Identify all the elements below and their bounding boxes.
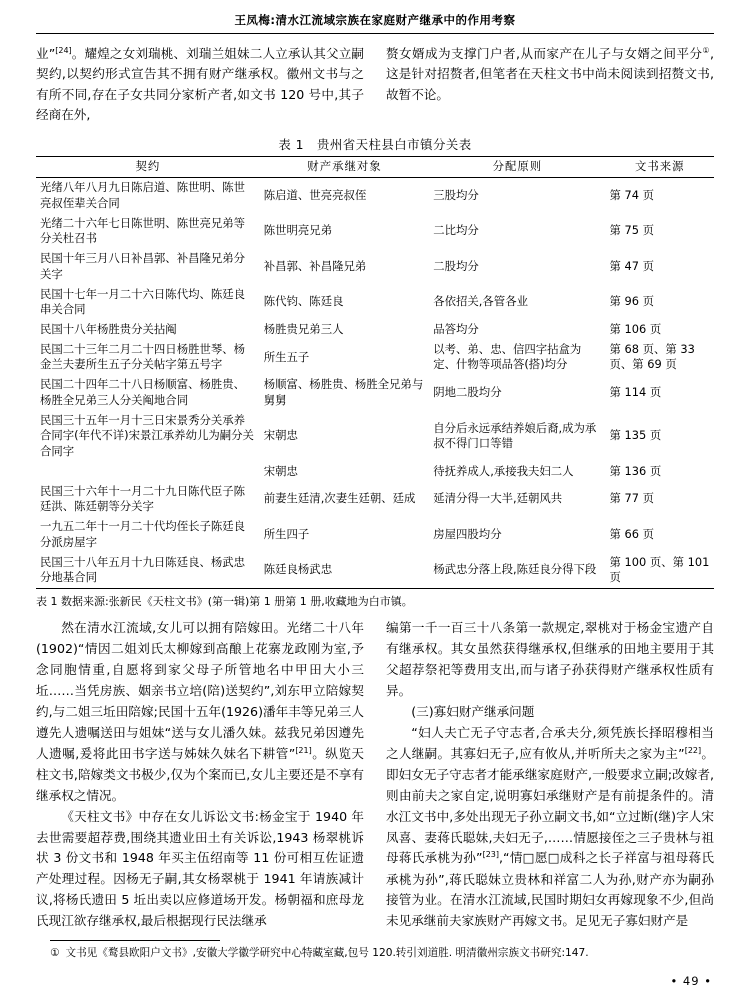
- table-header-cell: 分配原则: [492, 159, 543, 174]
- paragraph: 赘女婿成为支撑门户者,从而家产在儿子与女婿之间平分①,这是针对招赘者,但笔者在天柱文书中尚未阅读到招赘文书,故暂不论。: [386, 45, 714, 102]
- table-cell: 民国十八年杨胜贵分关拈阄: [40, 321, 177, 336]
- table-cell: 所生五子: [263, 349, 310, 364]
- table-cell: 第 96 页: [609, 294, 655, 309]
- lower-left-column: [36, 618, 364, 932]
- table-header-cell: 契约: [135, 159, 161, 174]
- running-head-rule: [36, 33, 714, 34]
- table-cell: 第 100 页、第 101 页: [609, 554, 710, 585]
- table-cell: 二比均分: [433, 223, 479, 238]
- running-head: 王凤梅:清水江流域宗族在家庭财产继承中的作用考察: [234, 13, 516, 27]
- table-row: [36, 178, 714, 214]
- table-cell: 民国三十八年五月十九日陈廷良、杨武忠分地基合同: [40, 554, 246, 585]
- table-row: [36, 249, 714, 284]
- table-source-note: 表 1 数据来源:张新民《天柱文书》(第一辑)第 1 册第 1 册,收藏地为白市镇。: [36, 594, 413, 608]
- table-cell: 第 77 页: [609, 491, 655, 506]
- table-cell: 民国十年三月八日补昌郭、补昌隆兄弟分关字: [40, 251, 246, 281]
- paragraph: 业”[24]。耀煌之女刘瑞桃、刘瑞兰姐妹二人立承认其父立嗣契约,以契约形式宣告其不拥有财产继承权。徽州文书与之有所不同,存在子女共同分家析产者,如文书 120 号中,其子经商在外,: [36, 45, 365, 122]
- table-cell: 三股均分: [433, 187, 479, 202]
- footnote-marker: ①: [50, 947, 60, 960]
- table-cell: 前妻生廷清,次妻生廷朝、廷成: [263, 491, 416, 506]
- table-row: [36, 214, 714, 249]
- table-cell: 第 136 页: [609, 463, 662, 478]
- table-row: [36, 482, 714, 517]
- table-cell: 民国三十五年一月十三日宋景秀分关承养合同字(年代不详)宋景江承养幼儿为嗣分关合同字: [40, 412, 254, 459]
- table-cell: [36, 462, 260, 482]
- table-cell: 宋朝忠: [263, 463, 298, 478]
- table-cell: 第 75 页: [609, 223, 655, 238]
- table-body: [36, 178, 714, 589]
- guizhou-fenguan-table: [36, 156, 714, 589]
- table-caption: 表 1 贵州省天柱县白市镇分关表: [278, 137, 472, 153]
- table-cell: 第 74 页: [609, 187, 655, 202]
- table-row: [36, 462, 714, 482]
- table-cell: 杨胜贵兄弟三人: [263, 321, 344, 336]
- table-cell: 光绪八年八月九日陈启道、陈世明、陈世亮叔侄辈关合同: [40, 180, 246, 210]
- table-cell: 一九五二年十一月二十代均侄长子陈廷良分派房屋字: [40, 519, 246, 549]
- table-header-cell: 财产承继对象: [307, 159, 382, 174]
- footnote-text: 文书见《鹜县欧阳户文书》,安徽大学徽学研究中心特藏室藏,包号 120.转引刘道胜. 明清徽州宗族文书研究:147.: [65, 947, 589, 960]
- table-cell: 光绪二十六年七日陈世明、陈世亮兄弟等分关杜召书: [40, 215, 246, 246]
- footnote: [36, 946, 714, 962]
- table-cell: 杨武忠分落上段,陈廷良分得下段: [433, 562, 597, 577]
- table-cell: 宋朝忠: [263, 428, 298, 443]
- table-row: [36, 517, 714, 552]
- table-row: [36, 411, 714, 462]
- table-cell: 二股均分: [433, 258, 479, 273]
- table-cell: 民国三十六年十一月二十九日陈代臣子陈廷洪、陈廷朝等分关字: [40, 483, 246, 514]
- table-row: [36, 285, 714, 320]
- subsection-heading: (三)寡妇财产继承问题: [411, 704, 535, 720]
- table-cell: 民国二十四年二十八日杨顺富、杨胜贵、杨胜全兄弟三人分关阄地合同: [40, 377, 246, 407]
- table-cell: 第 114 页: [609, 385, 662, 400]
- table-cell: 所生四子: [263, 526, 310, 541]
- table-cell: 补昌郭、补昌隆兄弟: [263, 258, 367, 273]
- table-cell: 陈代钧、陈廷良: [263, 294, 344, 309]
- table-section: [36, 135, 714, 610]
- table-cell: 自分后永远承结养娘后裔,成为承叔不得门口等错: [433, 420, 597, 451]
- paragraph: 《天柱文书》中存在女儿诉讼文书:杨金宝于 1940 年去世需要超荐费,围绕其遗业田土有关诉讼,1943 杨翠桃诉状 3 份文书和 1948 年买主伍绍南等 11 份可相互佐证遗产处理过程。因杨无子嗣,其女杨翠桃于 1941 年请族减计议,将杨氏遗田 5 坵出卖以应修道场开发。杨朝福和庶母龙氏现江欲存继承权,最后根据现行民法继承: [36, 808, 364, 929]
- table-cell: 品答均分: [433, 321, 479, 336]
- table-cell: 第 106 页: [609, 321, 662, 336]
- page-number: • 49 •: [670, 974, 712, 988]
- table-cell: 第 135 页: [609, 428, 662, 443]
- table-cell: 民国十七年一月二十六日陈代均、陈廷良串关合同: [40, 286, 246, 317]
- table-cell: 陈世明亮兄弟: [263, 223, 333, 238]
- table-cell: 陈启道、世亮亮叔侄: [263, 187, 367, 202]
- table-cell: 延清分得一大半,廷朝风共: [433, 491, 563, 506]
- table-cell: 房屋四股均分: [433, 526, 502, 541]
- table-cell: 民国二十三年二月二十四日杨胜世琴、杨金兰夫妻所生五子分关帖字第五号字: [40, 341, 246, 372]
- table-row: [36, 320, 714, 340]
- table-cell: 陈廷良杨武忠: [263, 562, 333, 577]
- paragraph: 然在清水江流域,女儿可以拥有陪嫁田。光绪二十八年(1902)“情因二姐刘氏太柳嫁到高酿上花寨龙政刚为室,予念同胞情重,自愿将到家父母子所管地名中甲田大小三坵……当凭房族、姻亲书立培(陪)送契约”,刘东甲立陪嫁契约,与二姐三坵田陪嫁;民国十五年(1926)潘年丰等兄弟三人遵先人遗嘱送田与姐妹“送与女儿潘久妹。兹我兄弟因遵先人遗嘱,爰将此田书字送与姊妹久妹名下耕管”[21]。纵览天柱文书,陪嫁类文书极少,仅为个案而已,女儿主要还是不享有继承权之情况。: [36, 620, 365, 803]
- top-two-column-body: [36, 44, 714, 126]
- table-cell: 杨顺富、杨胜贵、杨胜全兄弟与舅舅: [263, 377, 424, 407]
- table-row: [36, 340, 714, 375]
- table-header-cell: 文书来源: [634, 159, 685, 174]
- footnote-rule: [50, 940, 220, 941]
- table-cell: 以考、弟、忠、信四字拈盒为定、什物等项品答(搭)均分: [433, 341, 582, 372]
- table-row: [36, 375, 714, 410]
- paragraph: “妇人夫亡无子守志者,合承夫分,须凭族长择昭穆相当之人继嗣。其寡妇无子,应有攸从,并听所夫之家为主”[22]。即妇女无子守志者才能承继家庭财产,一般要求立嗣;改嫁者,则由前夫之家自定,说明寡妇承继财产是有前提条件的。清水江文书中,多处出现无子孙立嗣文书,如“立过断(继)字人宋凤喜、妻蒋氏聪妹,夫妇无子,……情愿接侄之三子贵林与祖母蒋氏承桃为孙”[23],“情□愿□成科之长子祥富与祖母蒋氏承桃为孙”,蒋氏聪妹立贵林和祥富二人为孙,财产亦为嗣孙接管为业。在清水江流域,民国时期妇女再嫁现象不少,但尚未见承继前夫家族财产再嫁文书。足见无子寡妇财产是: [386, 724, 715, 929]
- table-cell: 各依招关,各管各业: [433, 294, 528, 309]
- table-header-row: [36, 157, 714, 178]
- table-head: [36, 157, 714, 178]
- table-cell: 第 66 页: [609, 526, 655, 541]
- table-row: [36, 553, 714, 589]
- paragraph: 编第一千一百三十八条第一款规定,翠桃对于杨金宝遗产自有继承权。其女虽然获得继承权,但继承的田地主要用于其父超荐祭祀等费用支出,而与诸子孙获得财产继承权性质有异。: [386, 620, 714, 699]
- lower-right-column: [386, 618, 714, 932]
- table-cell: 第 47 页: [609, 258, 655, 273]
- top-right-column: [386, 44, 714, 126]
- table-cell: 待抚养成人,承接我夫妇二人: [433, 463, 574, 478]
- top-left-column: [36, 44, 364, 126]
- table-cell: 阴地二股均分: [433, 385, 502, 400]
- table-cell: 第 68 页、第 33 页、第 69 页: [609, 341, 695, 372]
- lower-two-column-body: [36, 618, 714, 932]
